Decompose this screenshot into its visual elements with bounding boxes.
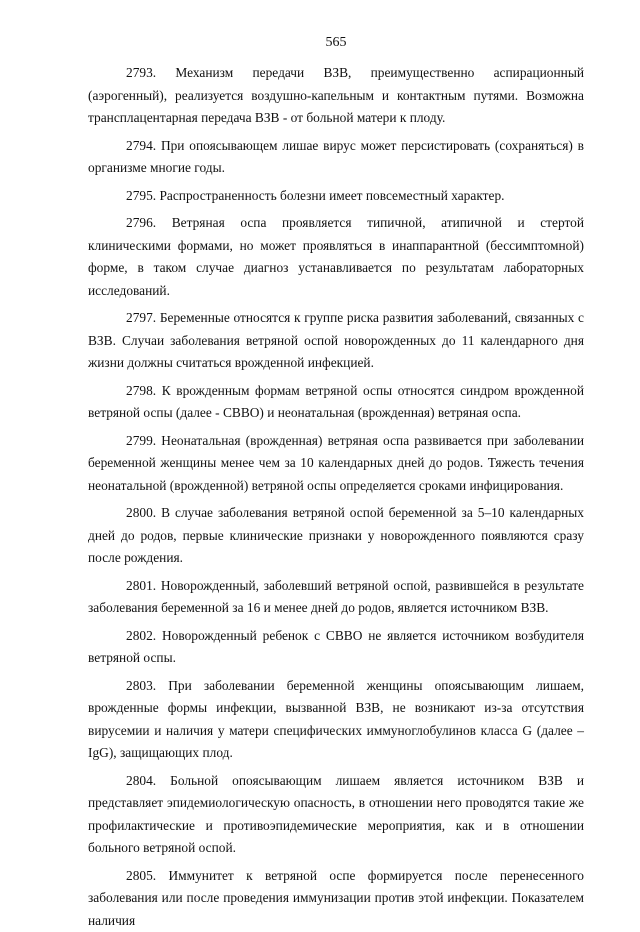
paragraph-2793: 2793. Механизм передачи ВЗВ, преимущественно аспирационный (аэрогенный), реализуется воздушно-капельным и контактным путями. Возможна трансплацентарная передача ВЗВ - от больной матери к плоду. (88, 62, 584, 130)
paragraph-2795: 2795. Распространенность болезни имеет повсеместный характер. (88, 185, 584, 208)
paragraph-2796: 2796. Ветряная оспа проявляется типичной, атипичной и стертой клиническими формами, но может проявляться в инаппарантной (бессимптомной) форме, в таком случае диагноз устанавливается по результатам лабораторных исследований. (88, 212, 584, 302)
paragraph-2805: 2805. Иммунитет к ветряной оспе формируется после перенесенного заболевания или после проведения иммунизации против этой инфекции. Показателем наличия (88, 865, 584, 932)
page-number: 565 (88, 34, 584, 52)
paragraph-2803: 2803. При заболевании беременной женщины опоясывающим лишаем, врожденные формы инфекции, вызванной ВЗВ, не возникают из-за отсутствия вирусемии и наличия у матери специфических иммуноглобулинов класса G (далее – IgG), защищающих плод. (88, 675, 584, 765)
paragraph-2798: 2798. К врожденным формам ветряной оспы относятся синдром врожденной ветряной оспы (далее - СВВО) и неонатальная (врожденная) ветряная оспа. (88, 380, 584, 425)
paragraph-2804: 2804. Больной опоясывающим лишаем является источником ВЗВ и представляет эпидемиологическую опасность, в отношении него проводятся такие же профилактические и противоэпидемические мероприятия, как и в отношении больного ветряной оспой. (88, 770, 584, 860)
paragraph-2800: 2800. В случае заболевания ветряной оспой беременной за 5–10 календарных дней до родов, первые клинические признаки у новорожденного появляются сразу после рождения. (88, 502, 584, 570)
paragraph-2799: 2799. Неонатальная (врожденная) ветряная оспа развивается при заболевании беременной женщины менее чем за 10 календарных дней до родов. Тяжесть течения неонатальной (врожденной) ветряной оспы определяется сроками инфицирования. (88, 430, 584, 498)
paragraph-2802: 2802. Новорожденный ребенок с СВВО не является источником возбудителя ветряной оспы. (88, 625, 584, 670)
paragraph-2801: 2801. Новорожденный, заболевший ветряной оспой, развившейся в результате заболевания беременной за 16 и менее дней до родов, является источником ВЗВ. (88, 575, 584, 620)
paragraph-2794: 2794. При опоясывающем лишае вирус может персистировать (сохраняться) в организме многие годы. (88, 135, 584, 180)
paragraph-2797: 2797. Беременные относятся к группе риска развития заболеваний, связанных с ВЗВ. Случаи заболевания ветряной оспой новорожденных до 11 календарного дня жизни должны считаться врожденной инфекцией. (88, 307, 584, 375)
